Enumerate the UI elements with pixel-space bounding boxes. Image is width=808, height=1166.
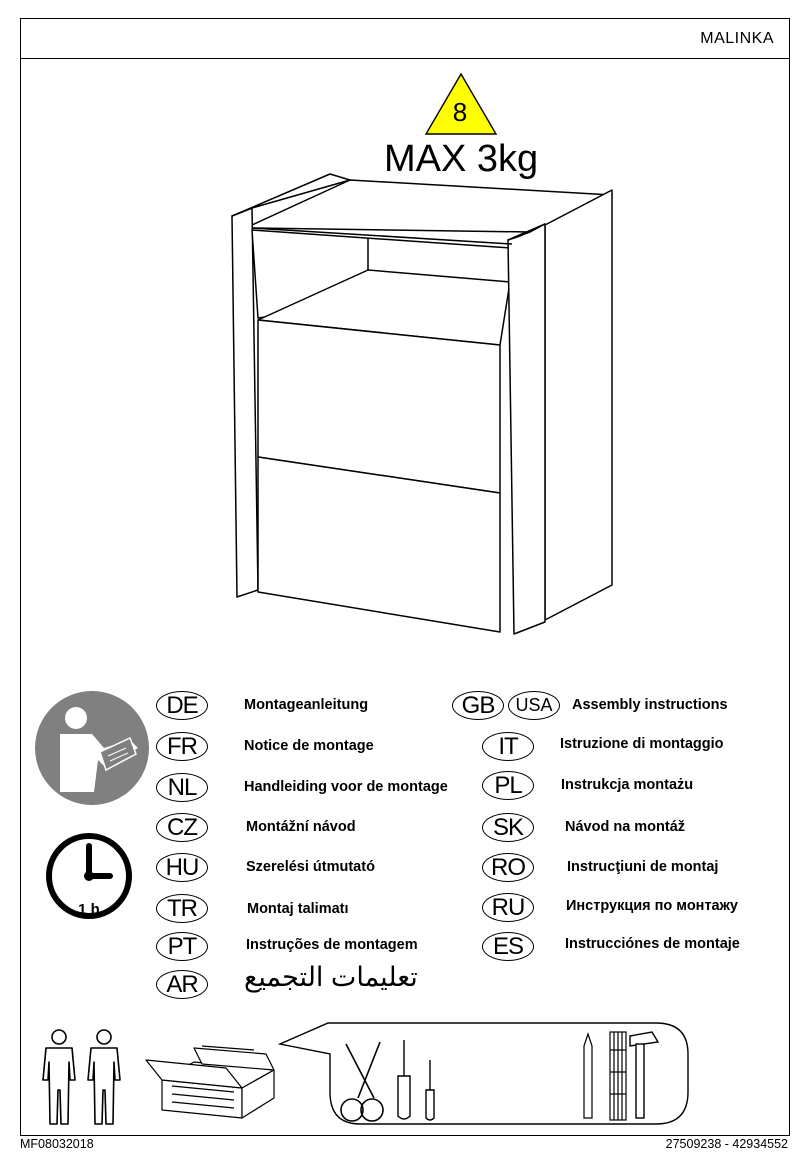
lang-code-hu: HU [156,853,208,882]
lang-code-gb: GB [452,691,504,720]
lang-code-nl: NL [156,773,208,802]
lang-text-pt: Instruções de montagem [246,937,418,953]
load-number: 8 [452,97,468,127]
lang-code-it: IT [482,732,534,761]
product-name: MALINKA [700,30,774,47]
lang-code-usa: USA [508,691,560,720]
lang-text-nl: Handleiding voor de montage [244,779,448,795]
lang-text-hu: Szerelési útmutató [246,859,375,875]
nightstand-illustration [228,170,618,640]
lang-code-ru: RU [482,893,534,922]
lang-code-pt: PT [156,932,208,961]
article-codes: 27509238 - 42934552 [665,1137,788,1151]
doc-code: MF08032018 [20,1137,94,1151]
lang-code-pl: PL [482,771,534,800]
lang-text-ar: تعليمات التجميع [244,962,418,992]
reader-icon [34,690,150,806]
lang-text-es: Instrucciónes de montaje [565,936,740,952]
lang-code-es: ES [482,932,534,961]
lang-text-fr: Notice de montage [244,738,374,754]
lang-text-tr: Montaj talimatı [247,901,349,917]
lang-code-ro: RO [482,853,534,882]
lang-text-sk: Návod na montáž [565,819,686,835]
pencil-icon [584,1034,592,1118]
lang-text-cz: Montážní návod [246,819,356,835]
two-people-icon [38,1028,128,1126]
lang-text-it: Istruzione di montaggio [560,736,724,752]
lang-text-pl: Instrukcja montażu [561,777,694,793]
lang-code-fr: FR [156,732,208,761]
lang-code-tr: TR [156,894,208,923]
lang-code-sk: SK [482,813,534,842]
clock-icon [46,826,132,926]
lang-text-de: Montageanleitung [244,697,369,713]
ruler-icon [610,1032,626,1120]
lang-code-cz: CZ [156,813,208,842]
lang-code-ar: AR [156,970,208,999]
tools-bubble [276,1020,692,1128]
max-load-label: MAX 3kg [384,138,539,180]
lang-text-ro: Instrucţiuni de montaj [567,859,719,875]
lang-text-ru: Инструкция по монтажу [566,898,738,914]
time-estimate: 1 h [78,901,100,918]
lang-text-gb: Assembly instructions [572,697,728,713]
header-divider [20,58,790,59]
lang-code-de: DE [156,691,208,720]
toolbox-icon [142,1040,282,1122]
